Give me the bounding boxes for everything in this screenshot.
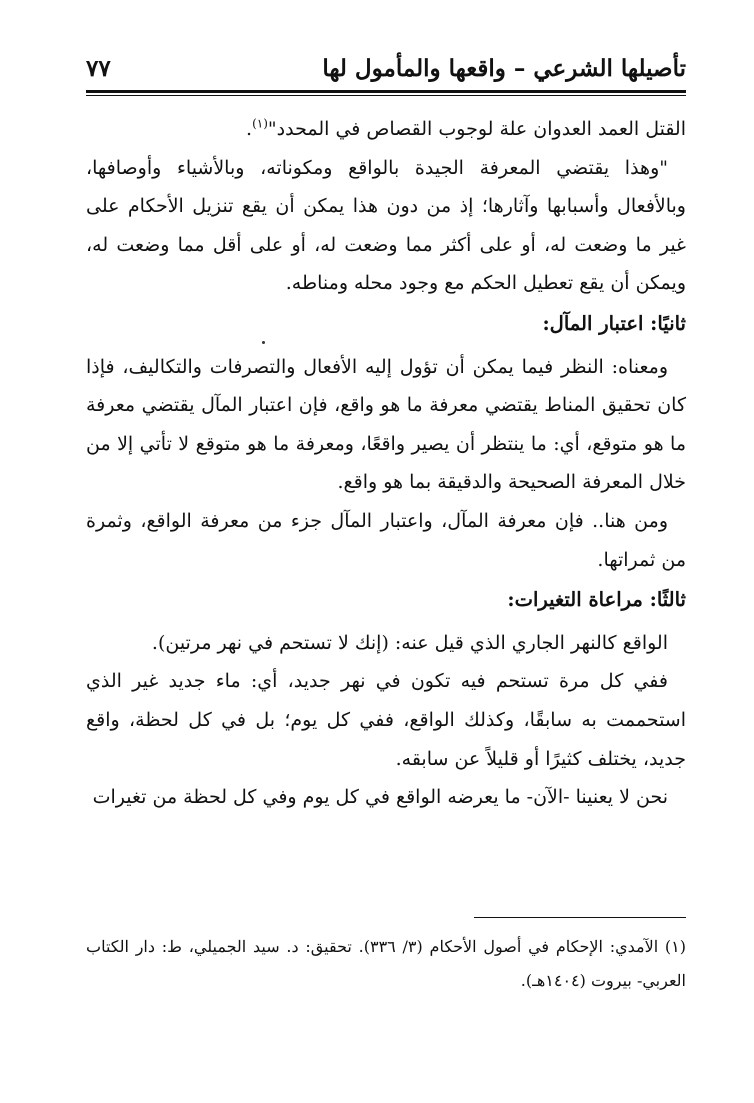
header-rule-thick — [86, 90, 686, 93]
header-rule-thin — [86, 95, 686, 96]
footnote-separator — [474, 917, 686, 918]
paragraph-final: نحن لا يعنينا -الآن- ما يعرضه الواقع في كل يوم وفي كل لحظة من تغيرات — [92, 786, 668, 809]
paragraph-meaning: ومعناه: النظر فيما يمكن أن تؤول إليه الأفعال والتصرفات والتكاليف، فإذا كان تحقيق المناط يقتضي معرفة ما هو واقع، فإن اعتبار المآل يقتضي معرفة ما هو متوقع، أي: ما ينتظر أن يصير واقعًا، ومعرفة ما هو متوقع لا تأتي إلا من خلال المعرفة الصحيحة والدقيقة بما هو واقع. — [86, 355, 686, 494]
footnote-text: (١) الآمدي: الإحكام في أصول الأحكام (٣/ ٣٣٦). تحقيق: د. سيد الجميلي، ط: دار الكتاب العربي- بيروت (١٤٠٤هـ). — [86, 937, 687, 990]
section-heading-third: ثالثًا: مراعاة التغيرات: — [507, 588, 686, 612]
footnote — [86, 930, 686, 998]
paragraph-end: . — [246, 118, 253, 140]
paragraph-text: القتل العمد العدوان علة لوجوب القصاص في المحدد" — [267, 118, 686, 140]
running-header — [86, 52, 686, 88]
paragraph-conclusion: ومن هنا.. فإن معرفة المآل، واعتبار المآل جزء من معرفة الواقع، وثمرة من ثمراتها. — [86, 509, 686, 571]
footnote-reference: (١) — [252, 116, 268, 131]
paragraph-explanation: ففي كل مرة تستحم فيه تكون في نهر جديد، أي: ماء جديد غير الذي استحممت به سابقًا، وكذلك الواقع، ففي كل يوم؛ بل في كل لحظة، واقع جديد، يختلف كثيرًا أو قليلاً عن سابقه. — [86, 670, 686, 770]
paragraph-continuation — [86, 110, 686, 149]
page-number: ٧٧ — [86, 55, 111, 82]
section-heading-second: ثانيًا: اعتبار المآل: — [542, 311, 686, 335]
paragraph-river: الواقع كالنهر الجاري الذي قيل عنه: (إنك لا تستحم في نهر مرتين). — [151, 631, 668, 654]
header-title: تأصيلها الشرعي – واقعها والمأمول لها — [322, 55, 686, 82]
paragraph-quote: "وهذا يقتضي المعرفة الجيدة بالواقع ومكوناته، وبالأشياء وأوصافها، وبالأفعال وأسبابها وآثارها؛ إذ من دون هذا يمكن أن يقع تنزيل الأحكام على غير ما وضعت له، أو على أكثر مما وضعت له، أو على أقل مما وضعت له، ويمكن أن يقع تعطيل الحكم مع وجود محله ومناطه. — [86, 156, 686, 295]
stray-mark — [262, 341, 265, 344]
main-text — [86, 110, 686, 817]
